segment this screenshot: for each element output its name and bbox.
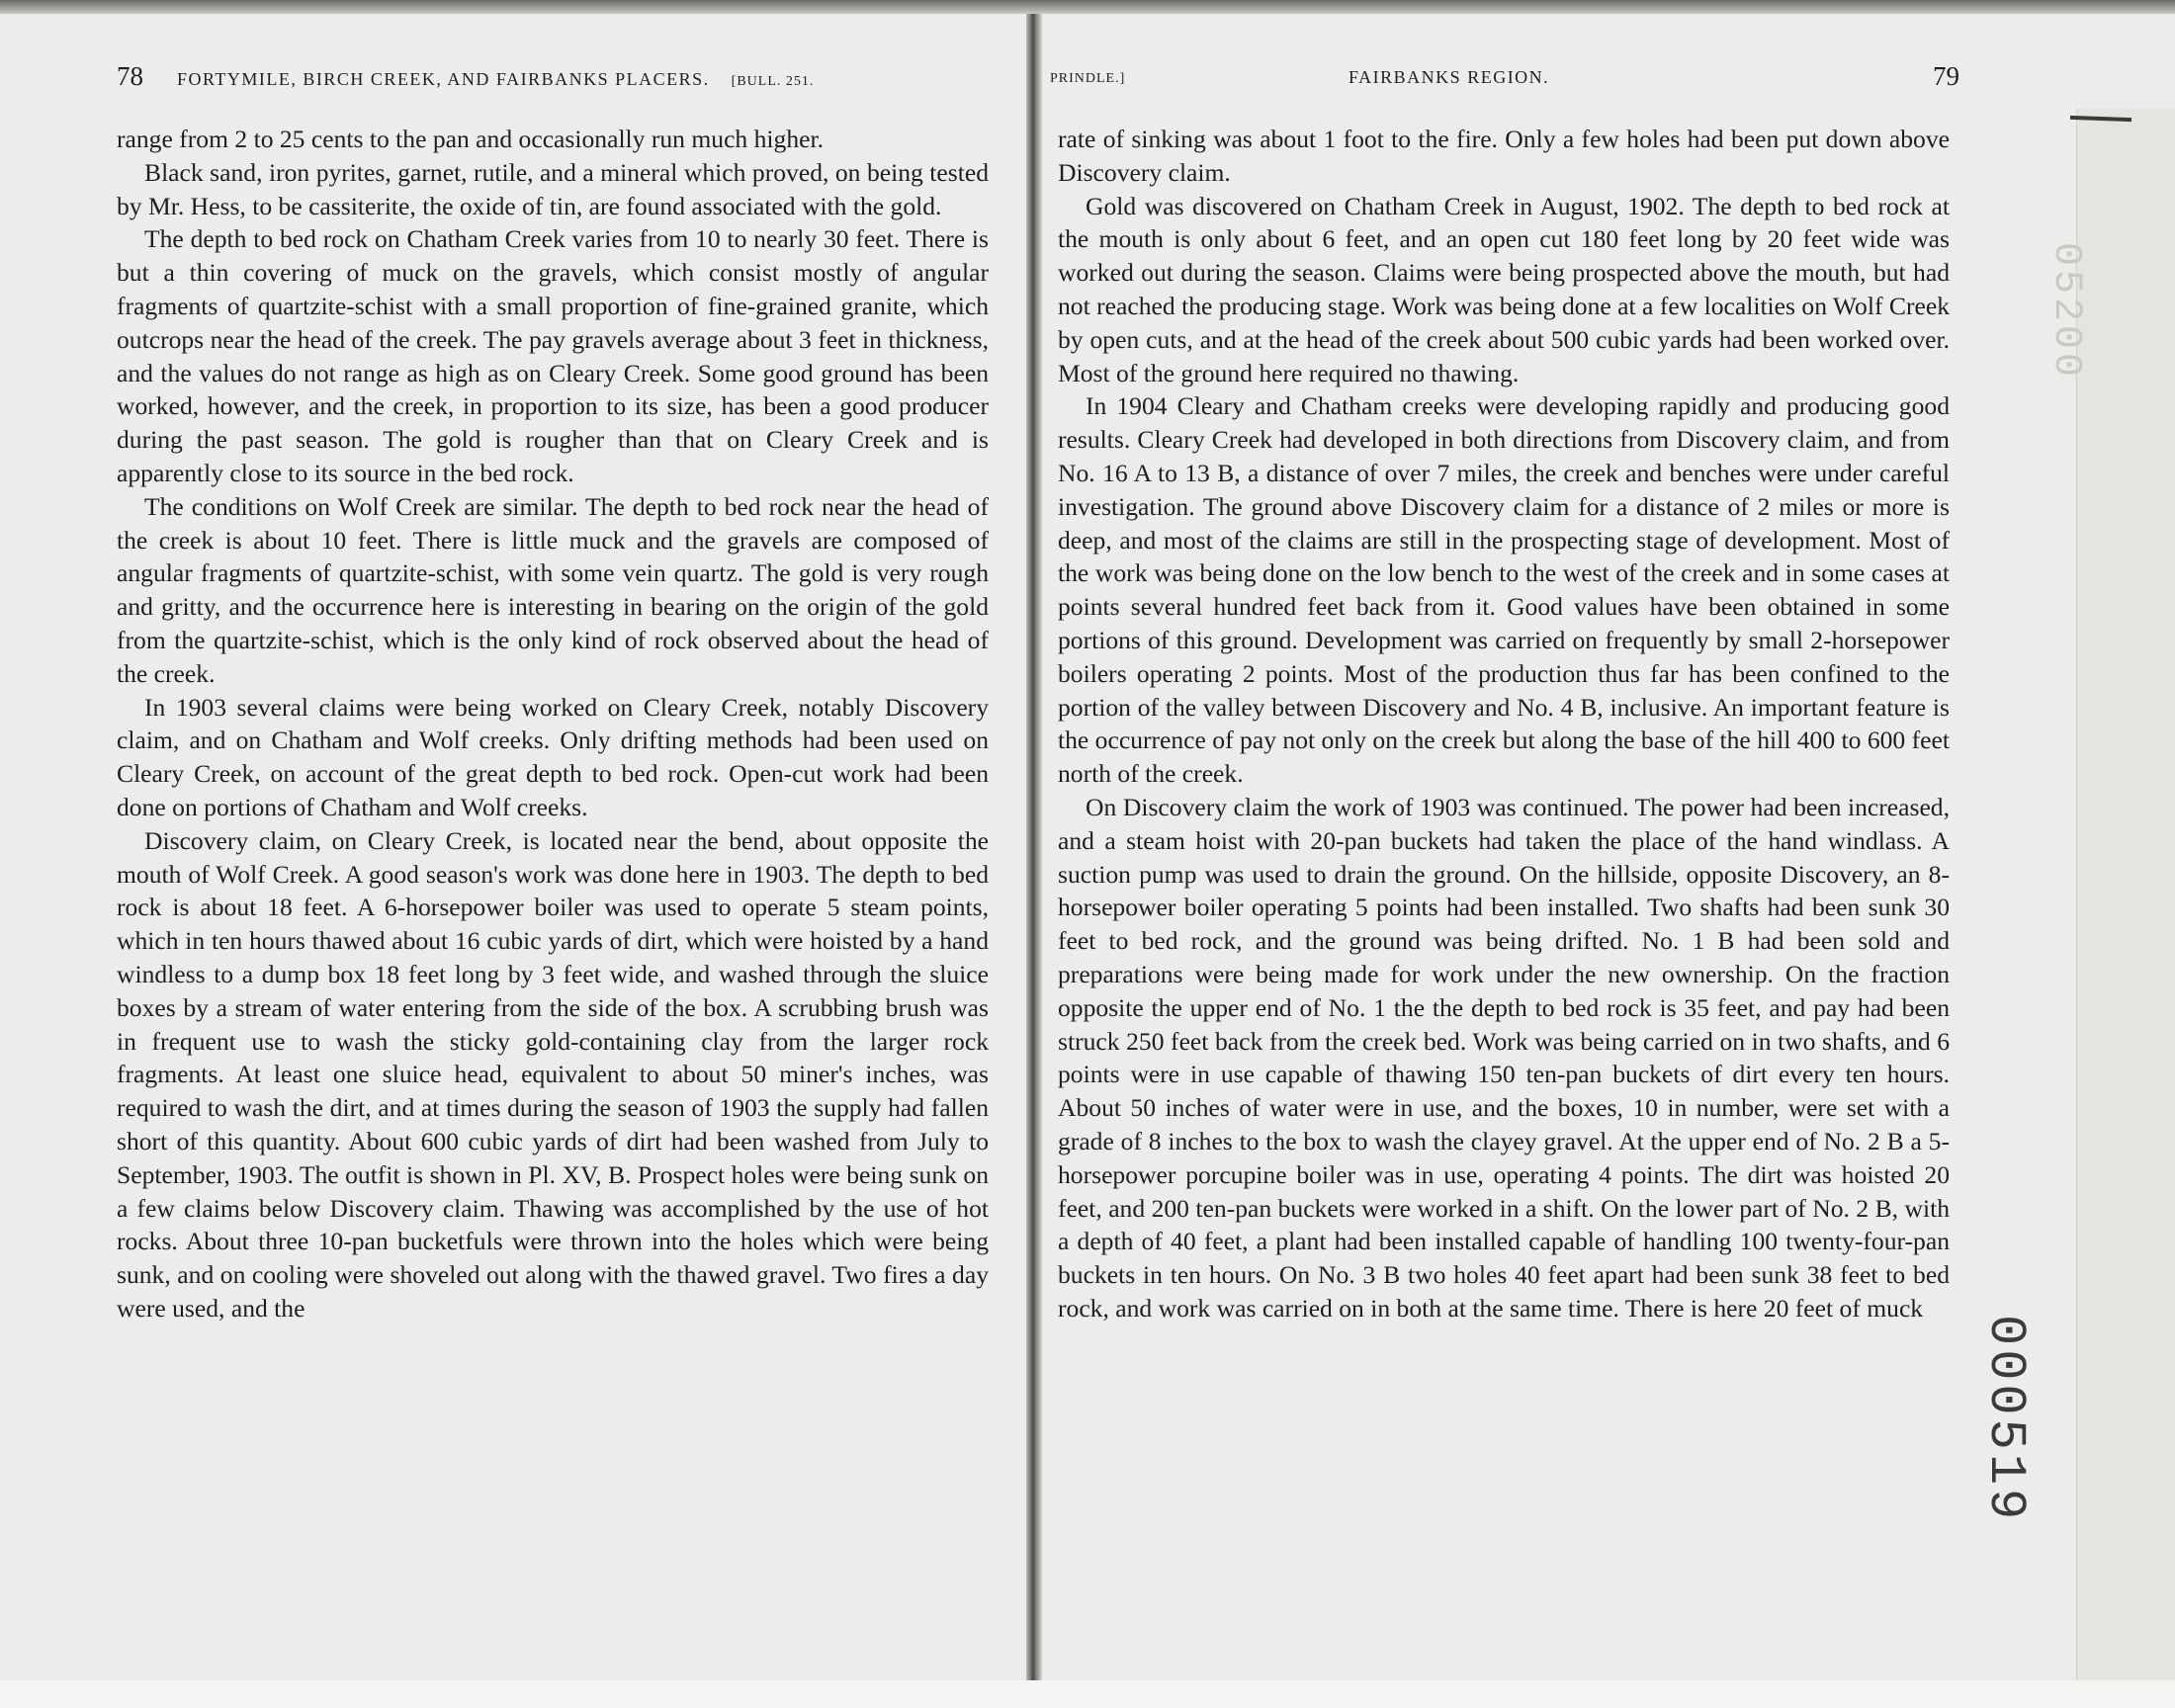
paragraph: range from 2 to 25 cents to the pan and occasionally run much higher.: [117, 125, 825, 153]
paragraph: Gold was discovered on Chatham Creek in August, 1902. The depth to bed rock at the mouth is only about 6 feet, and an open cut 180 feet long by 20 feet wide was worked out during the season. Claims were being prospected above the mouth, but had not reached the producing stage. Work was being done at a few localities on Wolf Creek by open cuts, and at the head of the creek about 500 cubic yards had been worked over. Most of the ground here required no thawing.: [1058, 191, 1950, 387]
page-edge-strip: [2076, 109, 2175, 1680]
scan-bottom-band: [0, 1680, 2175, 1708]
left-page-header: [117, 61, 992, 101]
right-running-head: FAIRBANKS REGION.: [1348, 67, 1550, 87]
paragraph: On Discovery claim the work of 1903 was continued. The power had been increased, and a steam hoist with 20-pan buckets had taken the place of the hand windlass. A suction pump was used to drain the ground. On the hillside, opposite Discovery, an 8-horsepower boiler operating 5 points had been installed. Two shafts had been sunk 30 feet to bed rock, and the ground was being drifted. No. 1 B had been sold and preparations were being made for work under the new ownership. On the fraction opposite the upper end of No. 1 the the depth to bed rock is 35 feet, and pay had been struck 250 feet back from the creek bed. Work was being carried on in two shafts, and 6 points were in use capable of thawing 150 ten-pan buckets of dirt every ten hours. About 50 inches of water were in use, and the boxes, 10 in number, were set with a grade of 8 inches to the box to wash the clayey gravel. At the upper end of No. 2 B a 5-horsepower porcupine boiler was in use, operating 4 points. The dirt was hoisted 20 feet, and 200 ten-pan buckets were worked in a shift. On the lower part of No. 2 B, with a depth of 40 feet, a plant had been installed capable of handling 100 twenty-four-pan buckets in ten hours. On No. 3 B two holes 40 feet apart had been sunk 38 feet to bed rock, and work was carried on in both at the same time. There is here 20 feet of muck: [1058, 792, 1950, 1323]
paragraph: rate of sinking was about 1 foot to the fire. Only a few holes had been put down above Discovery claim.: [1058, 125, 1950, 187]
paragraph: The depth to bed rock on Chatham Creek varies from 10 to nearly 30 feet. There is but a thin covering of muck on the gravels, which consist mostly of angular fragments of quartzite-schist with a small proportion of fine-grained granite, which outcrops near the head of the creek. The pay gravels average about 3 feet in thickness, and the values do not range as high as on Cleary Creek. Some good ground has been worked, however, and the creek, in proportion to its size, has been a good producer during the past season. The gold is rougher than that on Cleary Creek and is apparently close to its source in the bed rock.: [117, 224, 989, 487]
faint-margin-stamp: 05200: [2044, 242, 2088, 382]
paragraph: Discovery claim, on Cleary Creek, is located near the bend, about opposite the mouth of Wolf Creek. A good season's work was done here in 1903. The depth to bed rock is about 18 feet. A 6-horsepower boiler was used to operate 5 steam points, which in ten hours thawed about 16 cubic yards of dirt, which were hoisted by a hand windless to a dump box 18 feet long by 3 feet wide, and washed through the sluice boxes by a stream of water entering from the side of the box. A scrubbing brush was in frequent use to wash the sticky gold-containing clay from the larger rock fragments. At least one sluice head, equivalent to about 50 miner's inches, was required to wash the dirt, and at times during the season of 1903 the supply had fallen short of this quantity. About 600 cubic yards of dirt had been washed from July to September, 1903. The outfit is shown in Pl. XV, B. Prospect holes were being sunk on a few claims below Discovery claim. Thawing was accomplished by the use of hot rocks. About three 10-pan bucketfuls were thrown into the holes which were being sunk, and on cooling were shoveled out along with the thawed gravel. Two fires a day were used, and the: [117, 825, 989, 1323]
paragraph: In 1903 several claims were being worked on Cleary Creek, notably Discovery claim, and on Chatham and Wolf creeks. Only drifting methods had been used on Cleary Creek, on account of the great depth to bed rock. Open-cut work had been done on portions of Chatham and Wolf creeks.: [117, 692, 989, 821]
scan-top-shadow: [0, 0, 2175, 14]
right-page-header: [1050, 61, 1959, 101]
left-page-body: [117, 123, 989, 1325]
paragraph: Black sand, iron pyrites, garnet, rutile, and a mineral which proved, on being tested by Mr. Hess, to be cassiterite, the oxide of tin, are found associated with the gold.: [117, 157, 989, 220]
author-tag: PRINDLE.]: [1050, 71, 1126, 86]
right-page-number: 79: [1933, 61, 1959, 91]
left-running-head: FORTYMILE, BIRCH CREEK, AND FAIRBANKS PLACERS.: [177, 69, 710, 89]
left-page-number: 78: [117, 61, 143, 91]
margin-stamp-number: 000519: [1976, 1315, 2035, 1524]
paragraph: In 1904 Cleary and Chatham creeks were developing rapidly and producing good results. Cleary Creek had developed in both directions from Discovery claim, and from No. 16 A to 13 B, a distance of over 7 miles, the creek and benches were under careful investigation. The ground above Discovery claim for a distance of 2 miles or more is deep, and most of the claims are still in the prospecting stage of development. Most of the work was being done on the low bench to the west of the creek and in some cases at points several hundred feet back from it. Good values have been obtained in some portions of this ground. Development was carried on frequently by small 2-horsepower boilers operating 2 points. Most of the production thus far has been confined to the portion of the valley between Discovery and No. 4 B, inclusive. An important feature is the occurrence of pay not only on the creek but along the base of the hill 400 to 600 feet north of the creek.: [1058, 391, 1950, 789]
paragraph: The conditions on Wolf Creek are similar. The depth to bed rock near the head of the creek is about 10 feet. There is little muck and the gravels are composed of angular fragments of quartzite-schist, with some vein quartz. The gold is very rough and gritty, and the occurrence here is interesting in bearing on the origin of the gold from the quartzite-schist, which is the only kind of rock observed about the head of the creek.: [117, 491, 989, 688]
book-gutter: [1026, 14, 1042, 1680]
bulletin-reference: [BULL. 251.: [731, 74, 815, 89]
right-page-body: [1058, 123, 1950, 1325]
